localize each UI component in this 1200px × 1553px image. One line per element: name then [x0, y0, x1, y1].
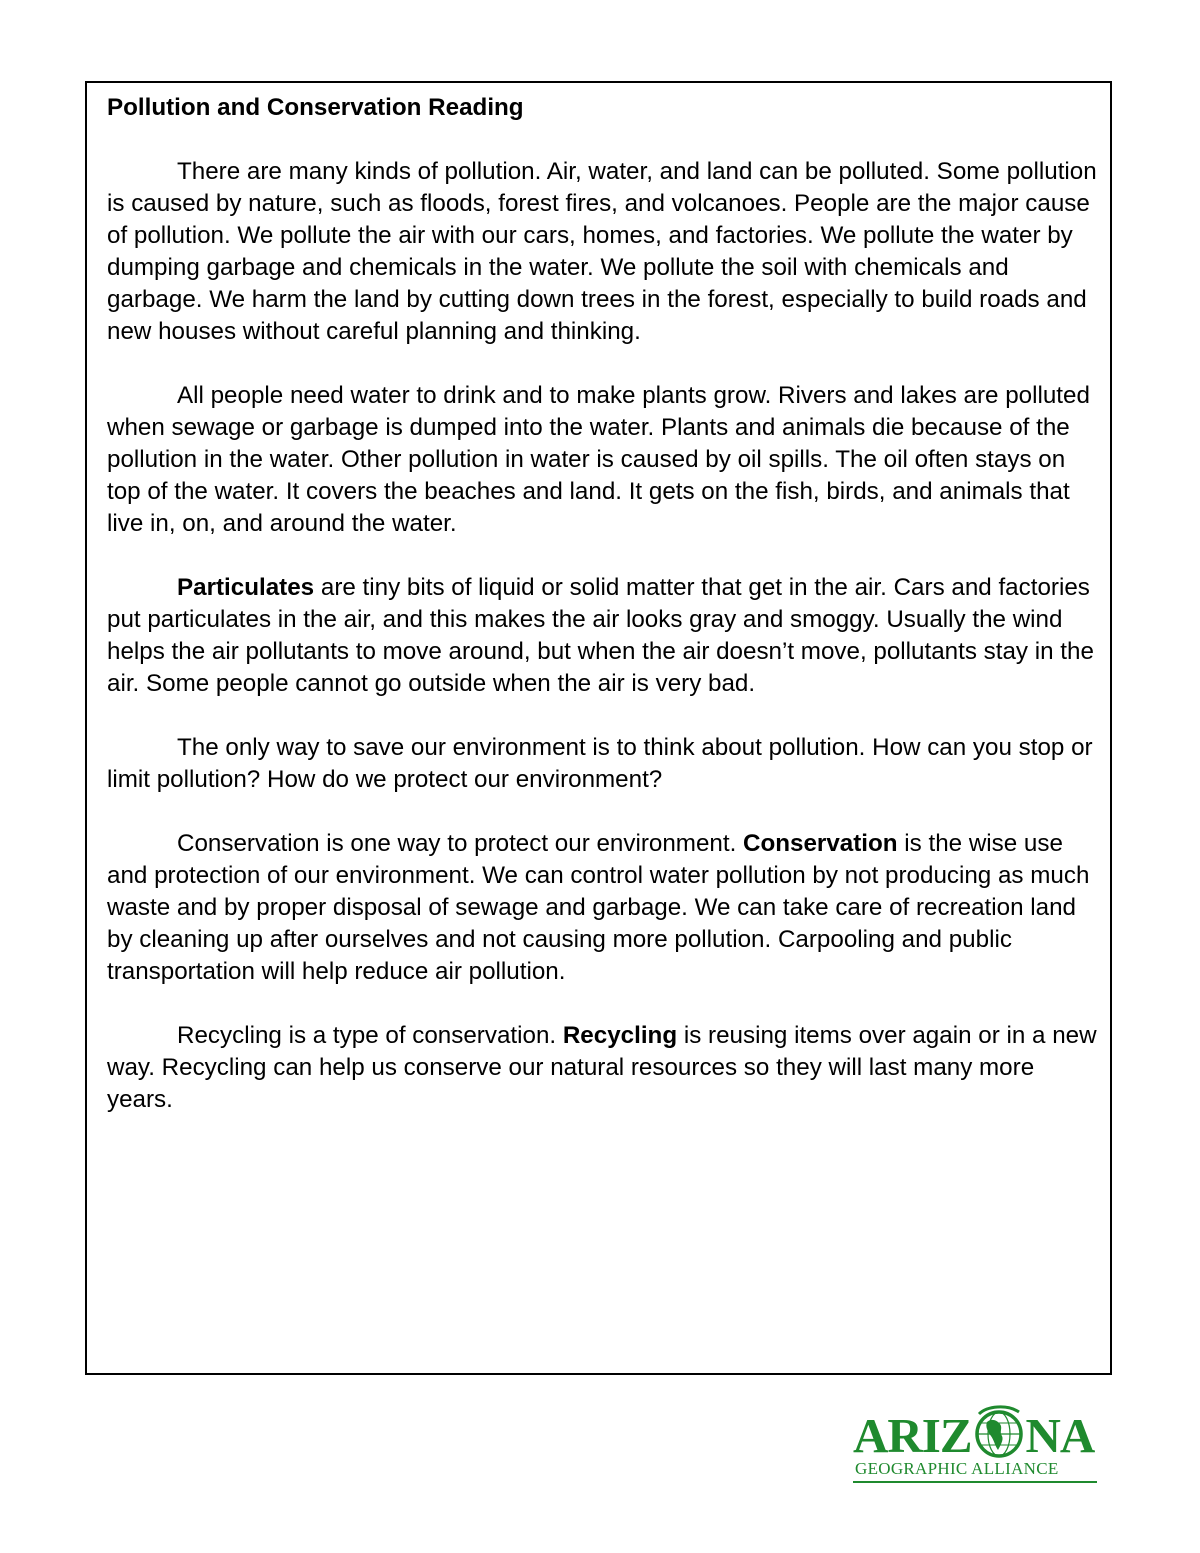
page-title: Pollution and Conservation Reading	[107, 94, 524, 121]
paragraph-6-text: is reusing items over again or in a new way. Recycling can help us conserve our natural resources so they will last many more years.	[107, 1022, 1097, 1113]
paragraph-4-text: The only way to save our environment is to think about pollution. How can you stop or limit pollution? How do we protect our environment?	[107, 734, 1093, 793]
paragraph-6-lead: Recycling is a type of conservation.	[177, 1022, 563, 1049]
paragraph-6	[107, 1020, 1097, 1116]
paragraph-1-text: There are many kinds of pollution. Air, water, and land can be polluted. Some pollution is caused by nature, such as floods, forest fires, and volcanoes. People are the major cause of pollution. We pollute the air with our cars, homes, and factories. We pollute the water by dumping garbage and chemicals in the water. We pollute the soil with chemicals and garbage. We harm the land by cutting down trees in the forest, especially to build roads and new houses without careful planning and thinking.	[107, 158, 1097, 345]
globe-icon	[973, 1400, 1025, 1462]
paragraph-4	[107, 732, 1097, 796]
arizona-geographic-alliance-logo	[853, 1390, 1099, 1486]
paragraph-2-text: All people need water to drink and to make plants grow. Rivers and lakes are polluted when sewage or garbage is dumped into the water. Plants and animals die because of the pollution in the water. Other pollution in water is caused by oil spills. The oil often stays on top of the water. It covers the beaches and land. It gets on the fish, birds, and animals that live in, on, and around the water.	[107, 382, 1090, 537]
paragraph-2	[107, 380, 1097, 540]
logo-underline	[853, 1481, 1097, 1483]
term-recycling: Recycling	[562, 1022, 678, 1049]
logo-wordmark	[853, 1394, 1094, 1464]
paragraph-5	[107, 828, 1097, 988]
logo-word-left: ARIZ	[853, 1408, 972, 1463]
term-particulates: Particulates	[177, 574, 315, 601]
logo-subtitle: GEOGRAPHIC ALLIANCE	[855, 1459, 1059, 1478]
paragraph-3	[107, 572, 1097, 700]
reading-content	[107, 92, 1097, 1148]
paragraph-5-lead: Conservation is one way to protect our environment.	[177, 830, 744, 857]
paragraph-5-text: is the wise use and protection of our environment. We can control water pollution by not producing as much waste and by proper disposal of sewage and garbage. We can take care of recreation land by cleaning up after ourselves and not causing more pollution. Carpooling and public transportation will help reduce air pollution.	[107, 830, 1090, 985]
paragraph-1	[107, 156, 1097, 348]
paragraph-3-text: are tiny bits of liquid or solid matter that get in the air. Cars and factories put particulates in the air, and this makes the air looks gray and smoggy. Usually the wind helps the air pollutants to move around, but when the air doesn’t move, pollutants stay in the air. Some people cannot go outside when the air is very bad.	[107, 574, 1094, 697]
term-conservation: Conservation	[743, 830, 898, 857]
logo-word-right: NA	[1025, 1408, 1095, 1463]
